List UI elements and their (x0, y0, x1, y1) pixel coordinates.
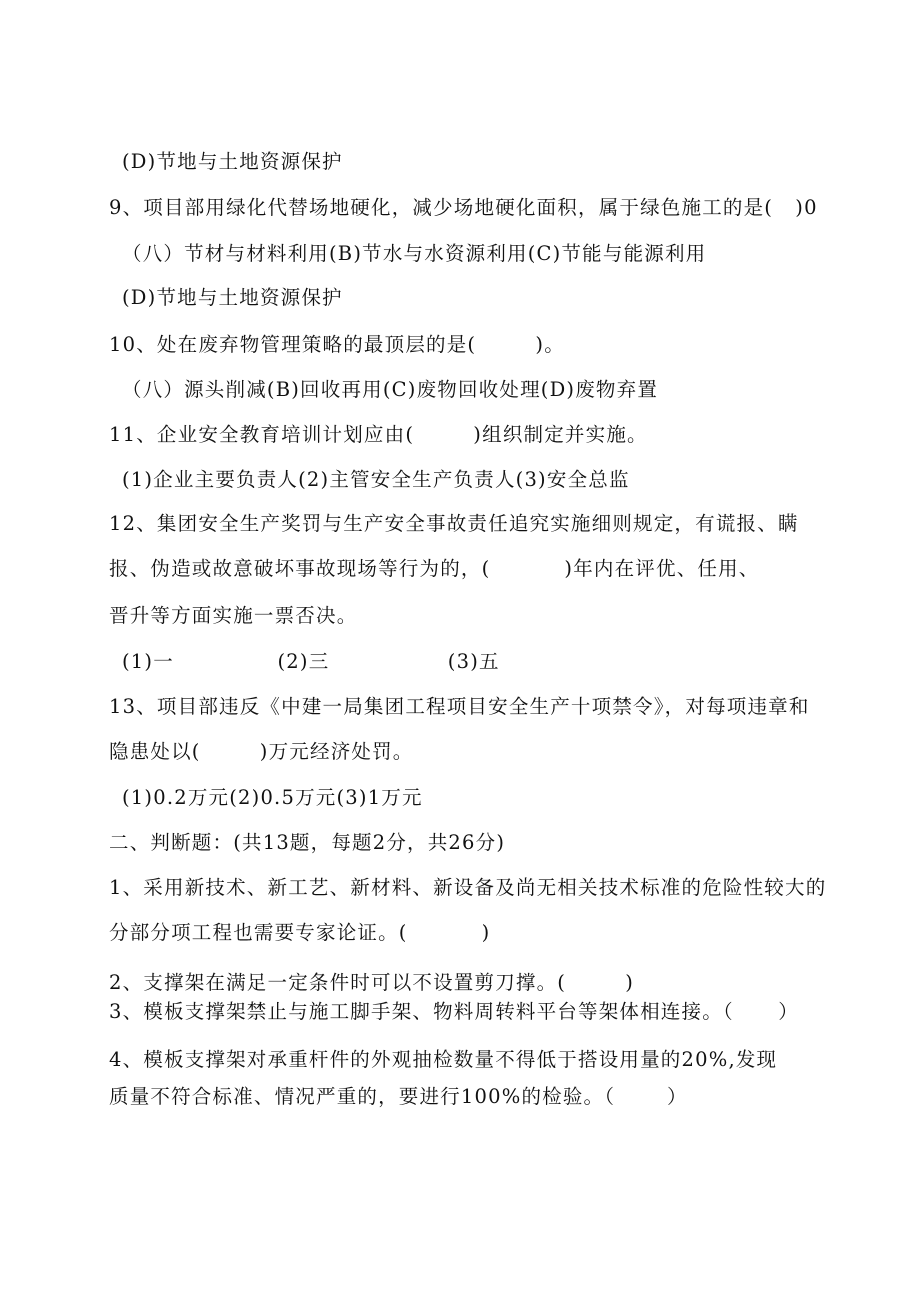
question-9: 9、项目部用绿化代替场地硬化，减少场地硬化面积，属于绿色施工的是( )0 (109, 196, 818, 219)
q10-options: （八）源头削减(B)回收再用(C)废物回收处理(D)废物弃置 (122, 378, 659, 401)
q11-options: (1)企业主要负责人(2)主管安全生产负责人(3)安全总监 (122, 468, 630, 491)
q8-option-d: (D)节地与土地资源保护 (122, 150, 343, 173)
question-12-line-3: 晋升等方面实施一票否决。 (109, 604, 358, 627)
q13-options: (1)0.2万元(2)0.5万元(3)1万元 (122, 786, 423, 809)
q9-options-abc: （八）节材与材料利用(B)节水与水资源利用(C)节能与能源利用 (122, 242, 707, 265)
question-13-line-2: 隐患处以( )万元经济处罚。 (109, 740, 414, 763)
question-13-line-1: 13、项目部违反《中建一局集团工程项目安全生产十项禁令》，对每项违章和 (109, 695, 810, 718)
q12-options: (1)一 (2)三 (3)五 (122, 650, 500, 673)
section-heading-true-false: 二、判断题：(共13题，每题2分，共26分) (109, 831, 506, 854)
tf-question-1-line-2: 分部分项工程也需要专家论证。( ) (109, 921, 491, 944)
tf-question-2: 2、支撑架在满足一定条件时可以不设置剪刀撑。( ) (109, 971, 635, 994)
tf-question-4-line-1: 4、模板支撑架对承重杆件的外观抽检数量不得低于搭设用量的20%,发现 (109, 1048, 778, 1071)
tf-question-4-line-2: 质量不符合标准、情况严重的，要进行100%的检验。（ ） (109, 1085, 688, 1108)
question-12-line-1: 12、集团安全生产奖罚与生产安全事故责任追究实施细则规定，有谎报、瞒 (109, 512, 799, 535)
question-11: 11、企业安全教育培训计划应由( )组织制定并实施。 (109, 423, 648, 446)
q9-option-d: (D)节地与土地资源保护 (122, 286, 343, 309)
question-12-line-2: 报、伪造或故意破坏事故现场等行为的，( )年内在评优、任用、 (109, 557, 760, 580)
question-10: 10、处在废弃物管理策略的最顶层的是( )。 (109, 333, 565, 356)
tf-question-3: 3、模板支撑架禁止与施工脚手架、物料周转料平台等架体相连接。（ ） (109, 1000, 799, 1023)
tf-question-1-line-1: 1、采用新技术、新工艺、新材料、新设备及尚无相关技术标准的危险性较大的 (109, 876, 827, 899)
